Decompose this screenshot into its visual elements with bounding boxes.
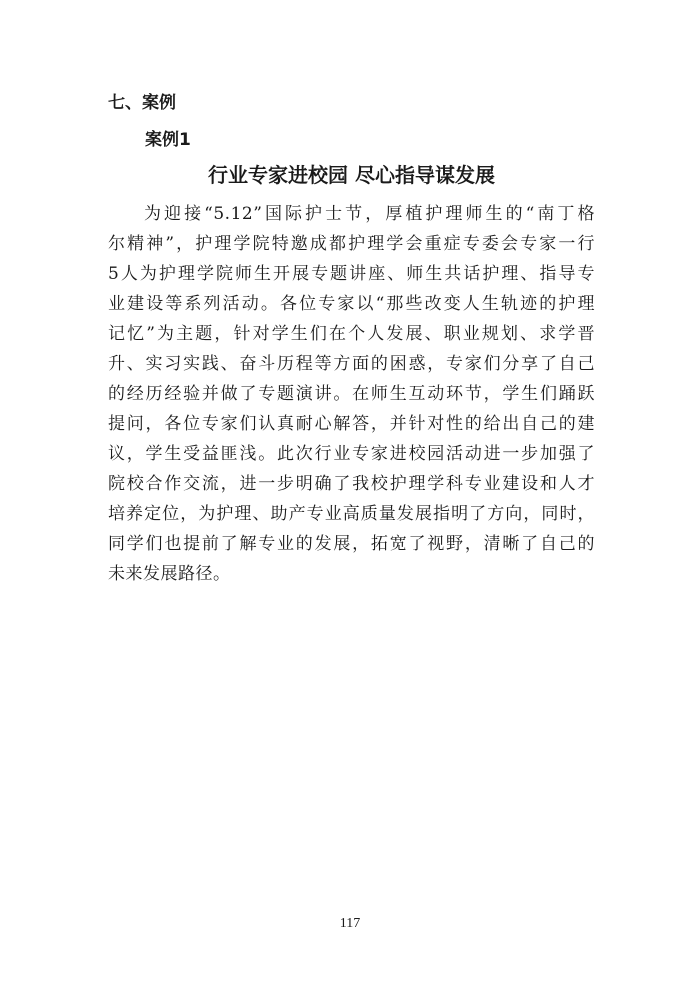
body-line: 5人为护理学院师生开展专题讲座、师生共话护理、指导专 — [108, 264, 595, 284]
body-line: 提问，各位专家们认真耐心解答，并针对性的给出自己的建 — [108, 414, 595, 434]
body-line: 院校合作交流，进一步明确了我校护理学科专业建设和人才 — [108, 474, 595, 494]
page-number: 117 — [339, 916, 361, 931]
section-heading: 七、案例 — [108, 93, 176, 113]
body-line: 尔精神”，护理学院特邀成都护理学会重症专委会专家一行 — [108, 234, 595, 254]
case-title: 行业专家进校园 尽心指导谋发展 — [208, 163, 495, 187]
case-label: 案例1 — [145, 130, 191, 150]
body-line: 议，学生受益匪浅。此次行业专家进校园活动进一步加强了 — [108, 444, 595, 464]
body-line: 升、实习实践、奋斗历程等方面的困惑，专家们分享了自己 — [108, 354, 595, 374]
body-line: 为迎接“5.12”国际护士节，厚植护理师生的“南丁格 — [144, 204, 595, 224]
body-line: 记忆”为主题，针对学生们在个人发展、职业规划、求学晋 — [108, 324, 595, 344]
body-line: 培养定位，为护理、助产专业高质量发展指明了方向，同时， — [108, 504, 595, 524]
case-body-paragraph — [108, 199, 595, 589]
body-line: 未来发展路径。 — [108, 564, 231, 584]
body-line: 同学们也提前了解专业的发展，拓宽了视野，清晰了自己的 — [108, 534, 595, 554]
body-line: 业建设等系列活动。各位专家以“那些改变人生轨迹的护理 — [108, 294, 595, 314]
body-line: 的经历经验并做了专题演讲。在师生互动环节，学生们踊跃 — [108, 384, 595, 404]
